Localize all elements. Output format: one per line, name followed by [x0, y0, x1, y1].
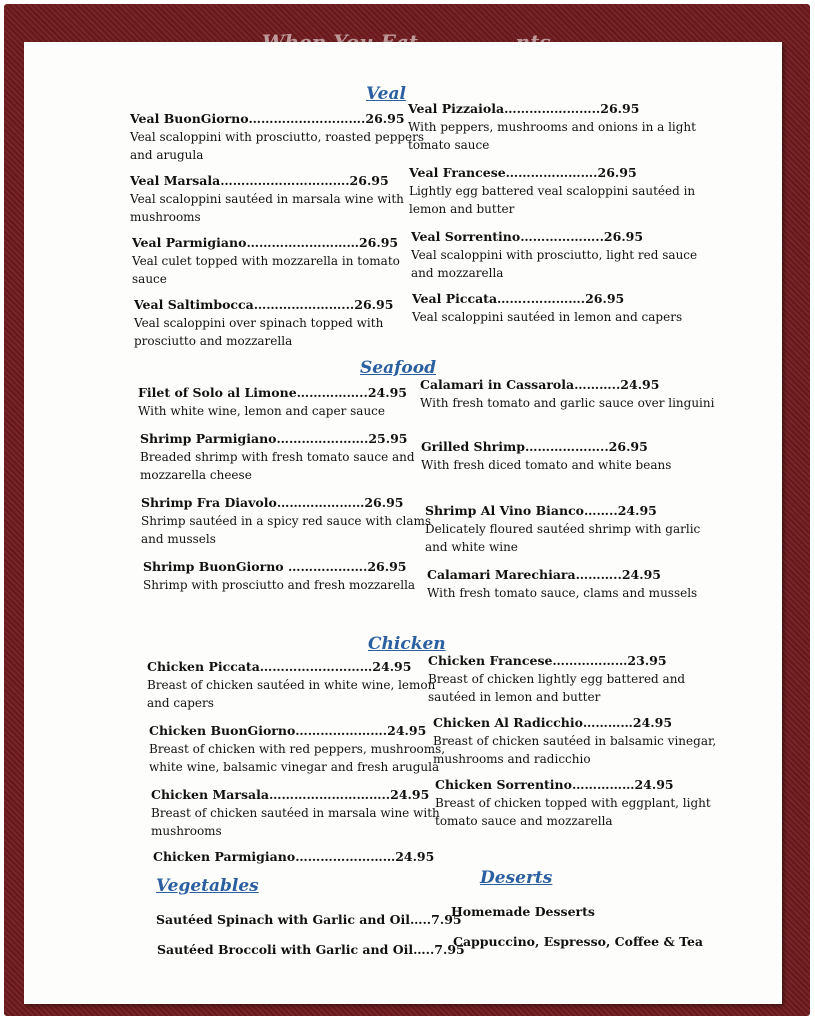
vegetables-section-title: Vegetables — [156, 876, 259, 896]
menu-item-description: Breast of chicken sautéed in balsamic vinegar, mushrooms and radicchio — [433, 734, 717, 766]
menu-item-name: Chicken Parmigiano……………………24.95 — [153, 849, 435, 864]
menu-item-description: Breast of chicken sautéed in white wine, lemon and capers — [147, 678, 436, 710]
menu-item-description: With fresh tomato and garlic sauce over linguini — [420, 396, 715, 410]
menu-item-name: Shrimp Fra Diavolo…………………26.95 — [141, 495, 404, 510]
menu-item-name: Veal Francese………………….26.95 — [409, 165, 637, 180]
menu-item — [433, 714, 733, 768]
menu-item — [130, 172, 430, 226]
menu-item — [151, 786, 451, 840]
menu-item-name: Grilled Shrimp………………..26.95 — [421, 439, 648, 454]
menu-item-description: With peppers, mushrooms and onions in a light tomato sauce — [408, 120, 696, 152]
menu-item-name: Chicken BuonGiorno………………….24.95 — [149, 723, 427, 738]
menu-item-name: Chicken Marsala………………………..24.95 — [151, 787, 430, 802]
menu-item — [428, 652, 728, 706]
menu-page — [24, 42, 782, 1004]
menu-item — [147, 658, 447, 712]
menu-item — [143, 558, 443, 594]
dessert-item: Cappuccino, Espresso, Coffee & Tea — [453, 934, 704, 949]
menu-item-name: Veal Saltimbocca…………………...26.95 — [134, 297, 394, 312]
menu-item-description: Lightly egg battered veal scaloppini sautéed in lemon and butter — [409, 184, 696, 216]
menu-item-name: Veal Marsala………………………….26.95 — [130, 173, 389, 188]
menu-item-description: Shrimp sautéed in a spicy red sauce with clams and mussels — [141, 514, 432, 546]
menu-item — [427, 566, 727, 602]
menu-item-name: Chicken Al Radicchio…………24.95 — [433, 715, 673, 730]
menu-item-name: Veal Sorrentino………………..26.95 — [411, 229, 644, 244]
menu-item-description: Breast of chicken topped with eggplant, light tomato sauce and mozzarella — [435, 796, 711, 828]
menu-item — [132, 234, 432, 288]
menu-item — [140, 430, 440, 484]
menu-item-description: With fresh tomato sauce, clams and mussels — [427, 586, 698, 600]
vegetable-item: Sautéed Spinach with Garlic and Oil…..7.95 — [156, 912, 462, 927]
menu-item-name: Calamari in Cassarola………..24.95 — [420, 377, 660, 392]
menu-item-name: Veal Pizzaiola…………………..26.95 — [408, 101, 640, 116]
menu-item — [149, 722, 449, 776]
chicken-section-title: Chicken — [368, 634, 446, 654]
menu-item — [153, 848, 453, 866]
menu-item-name: Calamari Marechiara………..24.95 — [427, 567, 661, 582]
menu-item — [435, 776, 735, 830]
dessert-item: Homemade Desserts — [451, 904, 595, 919]
menu-item-description: Veal scaloppini with prosciutto, light red sauce and mozzarella — [411, 248, 698, 280]
menu-item-description: Veal scaloppini sautéed in lemon and capers — [412, 310, 683, 324]
menu-item-name: Shrimp Al Vino Bianco……..24.95 — [425, 503, 657, 518]
menu-item — [134, 296, 434, 350]
menu-item-description: Breast of chicken with red peppers, mushrooms, white wine, balsamic vinegar and fresh arugula — [149, 742, 446, 774]
menu-item-name: Veal BuonGiorno……………………….26.95 — [130, 111, 405, 126]
deserts-section-title: Deserts — [480, 868, 553, 888]
menu-item-description: Delicately floured sautéed shrimp with garlic and white wine — [425, 522, 701, 554]
menu-item-description: Veal scaloppini sautéed in marsala wine with mushrooms — [130, 192, 404, 224]
menu-item — [130, 110, 430, 164]
menu-item-description: Veal scaloppini over spinach topped with prosciutto and mozzarella — [134, 316, 384, 348]
menu-item-name: Chicken Francese………………23.95 — [428, 653, 667, 668]
menu-item — [141, 494, 441, 548]
menu-item-description: Shrimp with prosciutto and fresh mozzarella — [143, 578, 416, 592]
menu-item — [425, 502, 725, 556]
menu-item-name: Veal Piccata……..………….26.95 — [412, 291, 625, 306]
menu-item-description: Breaded shrimp with fresh tomato sauce and mozzarella cheese — [140, 450, 415, 482]
menu-item — [138, 384, 438, 420]
menu-item-description: Veal scaloppini with prosciutto, roasted peppers and arugula — [130, 130, 425, 162]
vegetable-item: Sautéed Broccoli with Garlic and Oil…..7.95 — [157, 942, 465, 957]
menu-item-description: With white wine, lemon and caper sauce — [138, 404, 386, 418]
menu-item — [411, 228, 711, 282]
seafood-section-title: Seafood — [360, 358, 436, 378]
menu-item-name: Chicken Piccata………………………24.95 — [147, 659, 412, 674]
menu-item — [420, 376, 720, 412]
menu-item — [421, 438, 721, 474]
menu-item-name: Filet of Solo al Limone……………..24.95 — [138, 385, 408, 400]
menu-item-description: Veal culet topped with mozzarella in tomato sauce — [132, 254, 400, 286]
menu-item-name: Veal Parmigiano………………………26.95 — [132, 235, 399, 250]
menu-item — [412, 290, 712, 326]
menu-item — [409, 164, 709, 218]
menu-item-name: Shrimp BuonGiorno ……………….26.95 — [143, 559, 407, 574]
menu-item-description: Breast of chicken lightly egg battered and sautéed in lemon and butter — [428, 672, 686, 704]
menu-item — [408, 100, 708, 154]
veal-section-title: Veal — [366, 84, 406, 104]
menu-item-name: Shrimp Parmigiano………………….25.95 — [140, 431, 408, 446]
menu-item-description: With fresh diced tomato and white beans — [421, 458, 672, 472]
menu-item-name: Chicken Sorrentino……………24.95 — [435, 777, 674, 792]
menu-item-description: Breast of chicken sautéed in marsala wine with mushrooms — [151, 806, 440, 838]
